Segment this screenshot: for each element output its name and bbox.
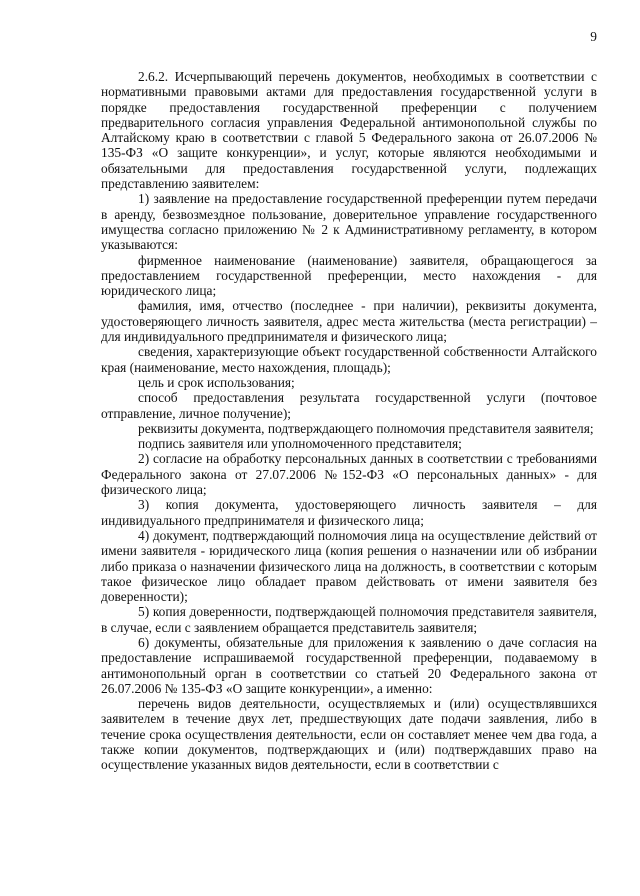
paragraph-item-2-consent: 2) согласие на обработку персональных данных в соответствии с требованиями Федерального закона от 27.07.2006 №152-ФЗ «О персональных данных» - для физического лица; [101, 451, 597, 498]
paragraph-item-3-id-copy: 3) копия документа, удостоверяющего личность заявителя – для индивидуального предпринимателя и физического лица; [101, 497, 597, 528]
paragraph-result-method: способ предоставления результата государственной услуги (почтовое отправление, личное получение); [101, 390, 597, 421]
paragraph-2-6-2-intro: 2.6.2. Исчерпывающий перечень документов, необходимых в соответствии с нормативными правовыми актами для предоставления государственной услуги в порядке предоставления государственной преференции с получением предварительного согласия управления Федеральной антимонопольной службы по Алтайскому краю в соответствии с главой 5 Федерального закона от 26.07.2006 № 135-ФЗ «О защите конкуренции», и услуг, которые являются необходимыми и обязательными для предоставления государственной услуги, подлежащих представлению заявителем: [101, 69, 597, 192]
paragraph-property-info: сведения, характеризующие объект государственной собственности Алтайского края (наименование, место нахождения, площадь); [101, 344, 597, 375]
paragraph-purpose-term: цель и срок использования; [138, 374, 295, 390]
paragraph-item-1-application: 1) заявление на предоставление государственной преференции путем передачи в аренду, безвозмездное пользование, доверительное управление государственного имущества согласно приложению № 2 к Административному регламенту, в котором указываются: [101, 191, 597, 253]
page-number: 9 [590, 29, 597, 44]
paragraph-item-6-required-docs: 6) документы, обязательные для приложения к заявлению о даче согласия на предоставление испрашиваемой государственной преференции, подаваемому в антимонопольный орган в соответствии со статьей 20 Федерального закона от 26.07.2006 № 135-ФЗ «О защите конкуренции», а именно: [101, 634, 597, 696]
paragraph-personal-details: фамилия, имя, отчество (последнее - при наличии), реквизиты документа, удостоверяющего личность заявителя, адрес места жительства (места регистрации) – для индивидуального предпринимателя и физического лица; [101, 298, 597, 345]
document-body [101, 69, 597, 773]
paragraph-company-name: фирменное наименование (наименование) заявителя, обращающегося за предоставлением государственной преференции, место нахождения - для юридического лица; [101, 252, 597, 299]
paragraph-activities-list: перечень видов деятельности, осуществляемых и (или) осуществлявшихся заявителем в течение двух лет, предшествующих дате подачи заявления, либо в течение срока осуществления деятельности, если он составляет менее чем два года, а также копии документов, подтверждающих и (или) подтверждавших право на осуществление указанных видов деятельности, если в соответствии с [101, 696, 597, 773]
paragraph-item-5-power-of-attorney: 5) копия доверенности, подтверждающей полномочия представителя заявителя, в случае, если с заявлением обращается представитель заявителя; [101, 604, 597, 635]
paragraph-signature: подпись заявителя или уполномоченного представителя; [138, 436, 462, 452]
paragraph-representative-details: реквизиты документа, подтверждающего полномочия представителя заявителя; [138, 420, 594, 436]
paragraph-item-4-authority-doc: 4) документ, подтверждающий полномочия лица на осуществление действий от имени заявителя - юридического лица (копия решения о назначении или об избрании либо приказа о назначении физического лица на должность, в соответствии с которым такое физическое лицо обладает правом действовать от имени заявителя без доверенности); [101, 527, 597, 605]
